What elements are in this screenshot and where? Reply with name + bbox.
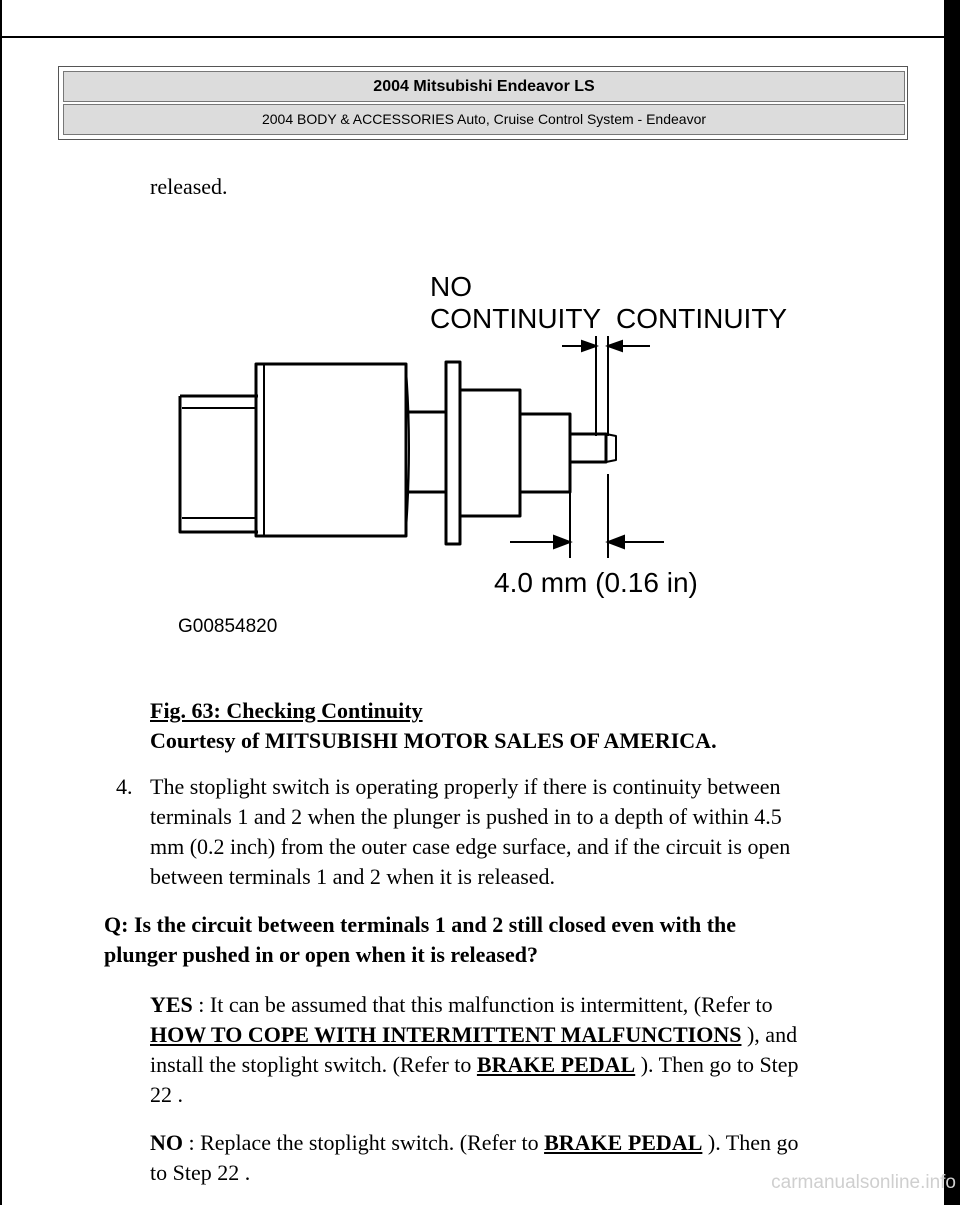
watermark: carmanualsonline.info bbox=[771, 1172, 956, 1193]
brake-pedal-link-2[interactable]: BRAKE PEDAL bbox=[544, 1130, 703, 1155]
yes-label: YES bbox=[150, 992, 193, 1017]
yes-line-2 bbox=[150, 1020, 797, 1050]
page-border-top bbox=[0, 36, 944, 38]
no-line-1 bbox=[150, 1128, 799, 1158]
continuity-figure bbox=[150, 266, 810, 646]
yes-text-3: install the stoplight switch. (Refer to bbox=[150, 1052, 477, 1077]
figure-code: G00854820 bbox=[178, 616, 278, 637]
question-line-1: Q: Is the circuit between terminals 1 and 2 still closed even with the bbox=[104, 912, 737, 937]
no-text-1: : Replace the stoplight switch. (Refer to bbox=[183, 1130, 545, 1155]
connector-outline bbox=[180, 396, 258, 532]
header-subtitle: 2004 BODY & ACCESSORIES Auto, Cruise Control System - Endeavor bbox=[63, 104, 905, 135]
intermittent-malfunctions-link[interactable]: HOW TO COPE WITH INTERMITTENT MALFUNCTIONS bbox=[150, 1022, 742, 1047]
document-header bbox=[58, 66, 908, 140]
yes-line-1 bbox=[150, 990, 773, 1020]
step4-line-2: terminals 1 and 2 when the plunger is pushed in to a depth of within 4.5 bbox=[150, 804, 782, 829]
stoplight-switch-diagram bbox=[150, 266, 810, 646]
label-no-continuity: CONTINUITY bbox=[430, 303, 602, 334]
no-line-2: to Step 22 . bbox=[150, 1160, 251, 1185]
no-text-2: ). Then go bbox=[702, 1130, 799, 1155]
step4-line-3: mm (0.2 inch) from the outer case edge surface, and if the circuit is open bbox=[150, 834, 791, 859]
yes-line-3 bbox=[150, 1050, 799, 1080]
step4-line-4: between terminals 1 and 2 when it is released. bbox=[150, 864, 556, 889]
page-border-left bbox=[0, 0, 2, 1205]
figure-caption: Fig. 63: Checking Continuity bbox=[150, 698, 423, 723]
step4-line-1: The stoplight switch is operating properly if there is continuity between bbox=[150, 774, 781, 799]
yes-text-2: ), and bbox=[741, 1022, 798, 1047]
label-no: NO bbox=[430, 271, 472, 302]
label-continuity: CONTINUITY bbox=[616, 303, 788, 334]
released-text: released. bbox=[150, 174, 228, 199]
yes-line-4: 22 . bbox=[150, 1082, 183, 1107]
step-number: 4. bbox=[116, 774, 133, 799]
yes-text-1: : It can be assumed that this malfunction is intermittent, (Refer to bbox=[192, 992, 773, 1017]
dimension-label: 4.0 mm (0.16 in) bbox=[494, 567, 698, 598]
no-label: NO bbox=[150, 1130, 183, 1155]
page-border-right bbox=[944, 0, 960, 1205]
figure-courtesy: Courtesy of MITSUBISHI MOTOR SALES OF AMERICA. bbox=[150, 728, 717, 753]
brake-pedal-link-1[interactable]: BRAKE PEDAL bbox=[476, 1052, 636, 1077]
header-title: 2004 Mitsubishi Endeavor LS bbox=[63, 71, 905, 102]
question-line-2: plunger pushed in or open when it is released? bbox=[104, 942, 538, 967]
yes-text-4: ). Then go to Step bbox=[635, 1052, 799, 1077]
